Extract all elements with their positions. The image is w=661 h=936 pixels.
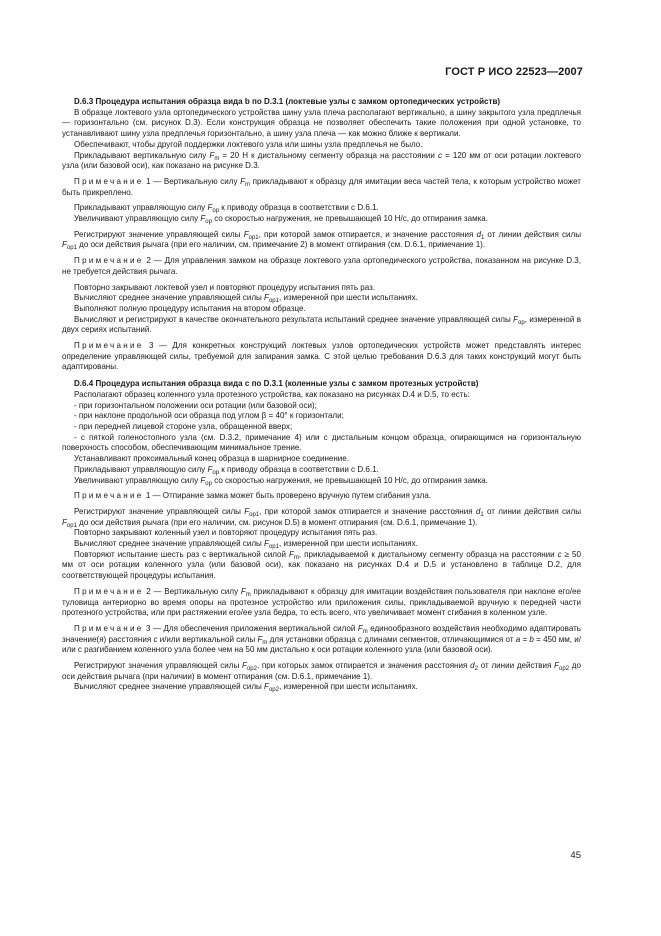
paragraph xyxy=(62,476,581,487)
subscript: op2 xyxy=(268,687,279,694)
text: ≥ 50 мм от оси ротации коленного узла (или базовой оси), как показано на рисунках D.4 и D.5 и установлено в таблице D.2, для соответствующей процедуры испытания. xyxy=(62,549,581,581)
subscript: m xyxy=(245,591,251,598)
note xyxy=(62,587,581,619)
symbol-c: c xyxy=(557,549,562,559)
symbol-f: F xyxy=(513,314,519,324)
text: , при которых замок отпирается и значения расстояния xyxy=(256,661,471,671)
symbol-a: a xyxy=(515,634,521,644)
text: Регистрируют значения управляющей силы xyxy=(74,661,242,671)
text: со скоростью нагружения, не превышающей 10 Н/с, до отпирания замка. xyxy=(211,475,489,485)
paragraph xyxy=(62,682,581,693)
symbol-d: d xyxy=(470,661,475,671)
subscript: op2 xyxy=(246,666,257,673)
text: со скоростью нагружения, не превышающей 10 Н/с, до отпирания замка. xyxy=(211,214,489,224)
paragraph xyxy=(62,230,581,251)
subscript: op1 xyxy=(66,522,77,529)
subscript: op xyxy=(518,319,525,326)
text: 3 — Для обеспечения приложения вертикальной силой xyxy=(143,623,358,633)
text: , прикладываемой к дистальному сегменту образца на расстоянии xyxy=(298,549,558,559)
symbol-f: F xyxy=(243,229,249,239)
text: 2 — Вертикальную силу xyxy=(143,586,241,596)
paragraph xyxy=(62,315,581,336)
text: 3 — Для конкретных конструкций локтевых узлов ортопедических устройств может представлять интерес определение управляющей силы, требуемой для запирания замка. С этой целью требования D.6.3 для таких конструкций могут быть адаптированы. xyxy=(62,341,581,372)
note-label: Примечание xyxy=(74,256,144,266)
symbol-f: F xyxy=(240,586,246,596)
symbol-f: F xyxy=(200,475,206,485)
note xyxy=(62,491,581,502)
subscript: op xyxy=(205,219,212,226)
text: , измеренной при шести испытаниях. xyxy=(278,539,418,549)
text: Вычисляют и регистрируют в качестве окончательного результата испытаний среднее значение управляющей силы xyxy=(74,314,514,324)
section-heading-d63: D.6.3 Процедура испытания образца вида b по D.3.1 (локтевые узлы с замком ортопедических устройств) xyxy=(74,97,501,106)
text: от линии действия xyxy=(477,661,555,671)
subscript: op1 xyxy=(249,511,260,518)
text: Вычисляют среднее значение управляющей силы xyxy=(74,682,265,692)
symbol-f: F xyxy=(264,682,269,692)
symbol-c: c xyxy=(437,150,442,160)
text: 2 — Для управления замком на образце локтевого узла ортопедического устройства, показанном на рисунке D.3, не требуется действия рычага. xyxy=(62,256,581,276)
symbol-c: c xyxy=(153,634,158,644)
paragraph xyxy=(62,214,581,225)
note xyxy=(62,256,581,277)
text: 1 — Вертикальную силу xyxy=(143,176,241,186)
symbol-f: F xyxy=(200,214,206,224)
paragraph: Располагают образец коленного узла протезного устройства, как показано на рисунках D.4 и D.5, то есть: xyxy=(74,389,470,399)
symbol-f: F xyxy=(264,293,269,303)
symbol-f: F xyxy=(240,176,246,186)
subscript: op xyxy=(212,469,220,476)
list-item: - при передней лицевой стороне узла, обращенной вверх; xyxy=(74,421,293,431)
text: прикладывают к образцу для имитации воздействия пользователя при наклоне его/ее туловища антериорно во время опоры на протезное устройство или приложения силы, прикладываемой вручную к передней части протезного устройства, или при растяжении его/ее узла бедра, то есть всего, что увеличивает момент сгибания в коленном узле. xyxy=(62,586,581,618)
text: и/или вертикальной силы xyxy=(157,634,258,644)
subscript: 1 xyxy=(480,511,484,518)
text: к приводу образца в соответствии с D.6.1. xyxy=(219,203,379,213)
note xyxy=(62,624,581,656)
text: Регистрируют значение управляющей силы xyxy=(74,229,244,239)
text: Прикладывают вертикальную силу xyxy=(74,150,210,160)
subscript: op1 xyxy=(268,298,279,305)
text: Вычисляют среднее значение управляющей силы xyxy=(74,539,265,549)
symbol-f: F xyxy=(207,464,213,474)
text: от линии действия силы xyxy=(483,506,581,516)
paragraph: Повторно закрывают коленный узел и повторяют процедуру испытания пять раз. xyxy=(74,528,378,538)
text: до оси действия рычага (при его наличии, см. рисунок D.5) в момент отпирания (см. D.6.1, примечание 1). xyxy=(76,517,478,527)
note-label: Примечание xyxy=(74,586,144,596)
subscript: m xyxy=(362,628,368,635)
text: до оси действия рычага (при наличии) в момент отпирания (см. D.6.1, примечание 1). xyxy=(62,661,581,681)
text: Увеличивают управляющую силу xyxy=(74,214,201,224)
subscript: m xyxy=(245,181,251,188)
symbol-b: b xyxy=(529,634,534,644)
paragraph xyxy=(62,661,581,682)
text: Регистрируют значение управляющей силы xyxy=(74,506,245,516)
symbol-f: F xyxy=(289,549,294,559)
subscript: m xyxy=(293,554,299,561)
text: Вычисляют среднее значение управляющей силы xyxy=(74,293,265,303)
note-label: Примечание xyxy=(74,491,144,501)
text: , при которой замок отпирается и значение расстояния xyxy=(259,506,476,516)
text: для установки образца с длинами сегментов, отличающимися от xyxy=(267,634,516,644)
text: Прикладывают управляющую силу xyxy=(74,203,208,213)
paragraph: Выполняют полную процедуру испытания на втором образце. xyxy=(74,303,306,313)
symbol-f: F xyxy=(257,634,263,644)
note xyxy=(62,341,581,373)
symbol-f: F xyxy=(62,517,67,527)
note-label: Примечание xyxy=(74,341,144,351)
text: Прикладывают управляющую силу xyxy=(74,464,208,474)
symbol-f: F xyxy=(242,661,247,671)
section-heading-d64: D.6.4 Процедура испытания образца вида с по D.3.1 (коленные узлы с замком протезных устройств) xyxy=(74,379,479,389)
text: , измеренной в двух сериях испытаний. xyxy=(62,314,581,335)
paragraph xyxy=(62,293,581,304)
paragraph xyxy=(62,203,581,214)
text: до оси действия рычага (при его наличии, см. примечание 2) в момент отпирания (см. D.6.1, примечание 1). xyxy=(76,240,486,250)
list-item: - при наклоне продольной оси образца под углом β = 40° к горизонтали; xyxy=(74,411,344,421)
symbol-d: d xyxy=(476,229,481,239)
paragraph: Устанавливают проксимальный конец образца в шарнирное соединение. xyxy=(74,454,350,464)
subscript: op2 xyxy=(559,666,570,673)
symbol-f: F xyxy=(62,240,67,250)
subscript: 1 xyxy=(480,234,485,241)
note xyxy=(62,177,581,198)
list-item: - при горизонтальном положении оси ротации (или базовой оси); xyxy=(74,400,317,410)
symbol-f: F xyxy=(244,506,250,516)
subscript: op1 xyxy=(248,234,259,241)
subscript: op1 xyxy=(66,245,77,252)
paragraph xyxy=(62,550,581,582)
paragraph: Повторно закрывают локтевой узел и повторяют процедуру испытания пять раз. xyxy=(74,282,376,292)
symbol-d: d xyxy=(475,506,481,516)
note-label: Примечание xyxy=(74,176,144,186)
symbol-f: F xyxy=(357,623,363,633)
list-item: - с пяткой голеностопного узла (см. D.3.2, примечание 4) или с дистальным концом образца, опирающимся на горизонтальную поверхность способом, обеспечивающим минимальное трение. xyxy=(62,432,581,453)
symbol-f: F xyxy=(207,203,213,213)
text: , при которой замок отпирается, и значение расстояния xyxy=(258,229,477,239)
page-number: 45 xyxy=(570,850,581,861)
subscript: 2 xyxy=(474,666,478,673)
paragraph: В образце локтевого узла ортопедического устройства шину узла плеча располагают вертикально, а шину закрытого узла предплечья — горизонтально (см. рисунок D.3). Если конструкция образца не позволяет обеспечить такие положения при одной установке, то устанавливают шину узла предплечья горизонтально, а шину узла плеча — как можно ближе к вертикали. xyxy=(62,107,581,139)
paragraph xyxy=(62,539,581,550)
symbol-f: F xyxy=(554,661,560,671)
document-header: ГОСТ Р ИСО 22523—2007 xyxy=(445,66,583,78)
text: = xyxy=(520,634,530,644)
text: к приводу образца в соответствии с D.6.1. xyxy=(219,464,379,474)
page-content xyxy=(62,97,581,693)
subscript: m xyxy=(262,639,268,646)
note-label: Примечание xyxy=(74,623,144,633)
subscript: op xyxy=(205,480,212,487)
symbol-f: F xyxy=(209,150,215,160)
text: = 20 Н к дистальному сегменту образца на расстоянии xyxy=(219,150,438,160)
text: = 120 мм от оси ротации локтевого узла (или базовой оси), как показано на рисунке D.3. xyxy=(62,150,581,171)
paragraph xyxy=(62,507,581,528)
text: 1 — Отпирание замка может быть проверено вручную путем сгибания узла. xyxy=(143,491,432,501)
text: , измеренной при шести испытаниях. xyxy=(278,293,418,303)
text: = 450 мм, и/или с разгибанием коленного узла более чем на 50 мм дистально к оси ротации коленного узла (или базовой оси). xyxy=(62,634,582,655)
paragraph: Обеспечивают, чтобы другой поддержки локтевого узла или шины узла предплечья не было. xyxy=(74,139,423,149)
text: прикладывают к образцу для имитации веса частей тела, к которым устройство может быть прикреплено. xyxy=(62,176,581,197)
paragraph xyxy=(62,465,581,476)
symbol-f: F xyxy=(264,539,269,549)
text: , измеренной при шести испытаниях. xyxy=(278,682,418,692)
text: единообразного воздействия необходимо адаптировать значение(я) расстояния xyxy=(62,623,581,644)
text: Повторяют испытание шесть раз с вертикальной силой xyxy=(74,549,289,559)
paragraph xyxy=(62,151,581,172)
subscript: op xyxy=(212,208,220,215)
subscript: op1 xyxy=(268,544,279,551)
subscript: m xyxy=(214,155,220,162)
text: Увеличивают управляющую силу xyxy=(74,475,201,485)
text: от линии действия силы xyxy=(484,229,581,239)
